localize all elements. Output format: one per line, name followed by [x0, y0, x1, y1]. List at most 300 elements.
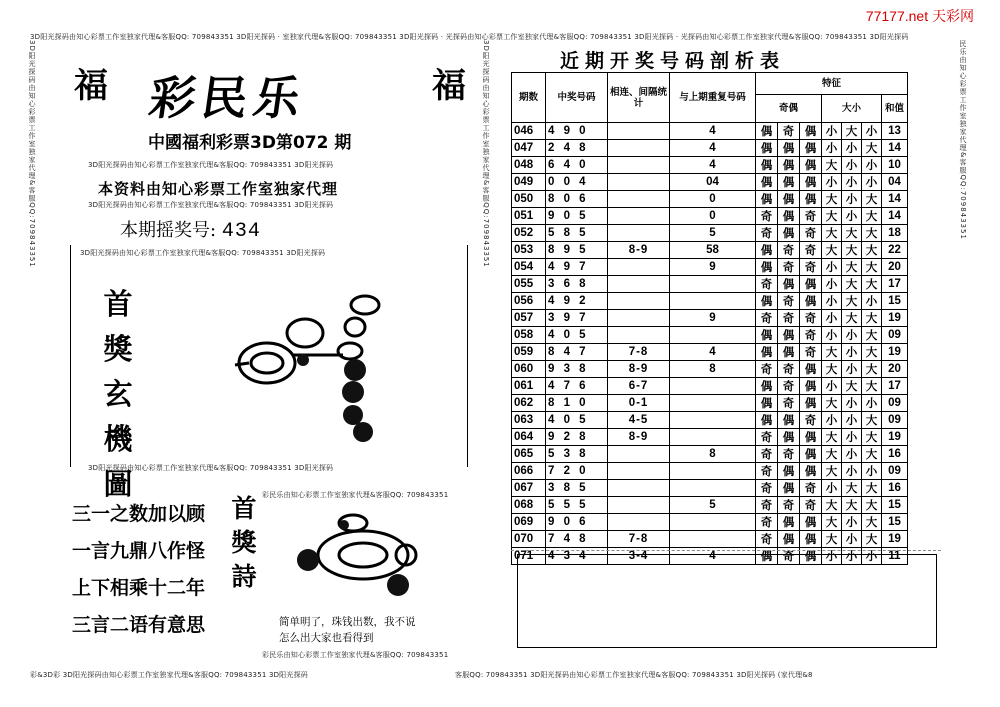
- parity-cell: 奇: [778, 242, 800, 259]
- sum-cell: 14: [882, 140, 908, 157]
- parity-cell: 奇: [778, 293, 800, 310]
- parity-cell: 奇: [800, 480, 822, 497]
- size-cell: 大: [862, 310, 882, 327]
- number-cell: 0 0 4: [546, 174, 608, 191]
- period-cell: 062: [512, 395, 546, 412]
- size-cell: 小: [842, 463, 862, 480]
- size-cell: 小: [822, 293, 842, 310]
- puzzle-bead: [339, 520, 349, 530]
- size-cell: 大: [842, 378, 862, 395]
- xuanji-band-top: 3D阳光探码由知心彩票工作室独家代理&客服QQ: 709843351 3D阳光探码: [80, 249, 326, 257]
- parity-cell: 偶: [778, 140, 800, 157]
- period-cell: 066: [512, 463, 546, 480]
- poem-line: 三一之数加以顾: [72, 503, 206, 525]
- parity-cell: 偶: [756, 378, 778, 395]
- repeat-cell: [670, 463, 756, 480]
- number-cell: 4 7 6: [546, 378, 608, 395]
- sum-cell: 15: [882, 293, 908, 310]
- repeat-cell: [670, 412, 756, 429]
- parity-cell: 偶: [778, 463, 800, 480]
- adjacent-cell: 8-9: [608, 429, 670, 446]
- parity-cell: 奇: [756, 361, 778, 378]
- parity-cell: 偶: [800, 514, 822, 531]
- bottom-banner-left: 彩&3D彩 3D阳光探码由知心彩票工作室独家代理&客服QQ: 709843351 3D阳光探码: [30, 671, 308, 679]
- number-cell: 7 4 8: [546, 531, 608, 548]
- sum-cell: 19: [882, 344, 908, 361]
- period-cell: 048: [512, 157, 546, 174]
- period-cell: 051: [512, 208, 546, 225]
- sum-cell: 13: [882, 123, 908, 140]
- sum-cell: 09: [882, 463, 908, 480]
- adjacent-cell: [608, 259, 670, 276]
- poem-hint: [279, 614, 416, 646]
- size-cell: 小: [842, 157, 862, 174]
- size-cell: 小: [822, 327, 842, 344]
- repeat-cell: [670, 293, 756, 310]
- history-table: [511, 72, 908, 565]
- parity-cell: 偶: [756, 191, 778, 208]
- header-sum: 和值: [882, 95, 908, 123]
- size-cell: 大: [822, 225, 842, 242]
- parity-cell: 奇: [800, 344, 822, 361]
- draw-number: 434: [221, 220, 261, 243]
- size-cell: 大: [822, 191, 842, 208]
- parity-cell: 偶: [778, 225, 800, 242]
- parity-cell: 偶: [800, 446, 822, 463]
- size-cell: 小: [842, 361, 862, 378]
- adjacent-cell: [608, 497, 670, 514]
- xuanji-band-bottom: 3D阳光探码由知心彩票工作室独家代理&客服QQ: 709843351 3D阳光探码: [88, 464, 334, 472]
- number-cell: 9 0 6: [546, 514, 608, 531]
- table-row: [512, 514, 908, 531]
- size-cell: 大: [862, 242, 882, 259]
- size-cell: 大: [822, 531, 842, 548]
- sum-cell: 14: [882, 208, 908, 225]
- size-cell: 大: [862, 514, 882, 531]
- parity-cell: 偶: [778, 412, 800, 429]
- adjacent-cell: [608, 276, 670, 293]
- repeat-cell: 5: [670, 497, 756, 514]
- period-cell: 052: [512, 225, 546, 242]
- number-cell: 5 3 8: [546, 446, 608, 463]
- number-cell: 3 9 7: [546, 310, 608, 327]
- parity-cell: 偶: [778, 514, 800, 531]
- parity-cell: 奇: [778, 310, 800, 327]
- size-cell: 小: [862, 395, 882, 412]
- blank-notes-box: [517, 554, 937, 648]
- top-banner-text: 3D阳光探码由知心彩票工作室独家代理&客服QQ: 709843351 3D阳光探码 · 室独家代理&客服QQ: 709843351 3D阳光探码 · 光探码由知心彩票工作室独家代理&客服QQ: 709843351 3D阳光探码 · 光探码由知心彩票工作室独家代理&客服QQ: 709843351 3D阳光探码: [30, 33, 909, 41]
- table-row: [512, 327, 908, 344]
- parity-cell: 偶: [778, 327, 800, 344]
- number-cell: 6 4 0: [546, 157, 608, 174]
- repeat-cell: 9: [670, 259, 756, 276]
- sum-cell: 10: [882, 157, 908, 174]
- sum-cell: 22: [882, 242, 908, 259]
- period-cell: 049: [512, 174, 546, 191]
- parity-cell: 偶: [756, 140, 778, 157]
- puzzle-ring: [338, 343, 362, 359]
- parity-cell: 偶: [800, 548, 822, 565]
- poem-line: 三言二语有意思: [72, 614, 206, 636]
- parity-cell: 奇: [756, 446, 778, 463]
- adjacent-cell: [608, 446, 670, 463]
- sum-cell: 16: [882, 446, 908, 463]
- sum-cell: 19: [882, 429, 908, 446]
- parity-cell: 奇: [800, 327, 822, 344]
- adjacent-cell: [608, 327, 670, 344]
- size-cell: 小: [842, 174, 862, 191]
- size-cell: 小: [842, 344, 862, 361]
- parity-cell: 偶: [800, 429, 822, 446]
- size-cell: 大: [862, 497, 882, 514]
- parity-cell: 偶: [756, 174, 778, 191]
- size-cell: 大: [842, 242, 862, 259]
- size-cell: 大: [862, 412, 882, 429]
- size-cell: 大: [862, 208, 882, 225]
- number-cell: 4 9 0: [546, 123, 608, 140]
- period-cell: 047: [512, 140, 546, 157]
- size-cell: 小: [842, 208, 862, 225]
- puzzle-bead: [353, 422, 373, 442]
- parity-cell: 偶: [756, 242, 778, 259]
- size-cell: 小: [862, 174, 882, 191]
- sum-cell: 09: [882, 395, 908, 412]
- xuanji-puzzle-drawing: [225, 285, 385, 445]
- puzzle-bead: [343, 405, 363, 425]
- size-cell: 大: [822, 344, 842, 361]
- size-cell: 小: [822, 378, 842, 395]
- adjacent-cell: [608, 293, 670, 310]
- poem-hint-line: 简单明了，珠钱出数，我不说: [279, 616, 416, 628]
- poem-title-char: 首: [231, 494, 257, 523]
- repeat-cell: [670, 531, 756, 548]
- puzzle-ring: [339, 543, 387, 567]
- puzzle-line: [235, 363, 249, 365]
- adjacent-cell: [608, 310, 670, 327]
- table-row: [512, 463, 908, 480]
- parity-cell: 偶: [756, 123, 778, 140]
- number-cell: 4 9 7: [546, 259, 608, 276]
- size-cell: 大: [842, 225, 862, 242]
- parity-cell: 奇: [800, 259, 822, 276]
- size-cell: 小: [822, 412, 842, 429]
- poem-block: [72, 496, 205, 644]
- adjacent-cell: 4-5: [608, 412, 670, 429]
- period-cell: 056: [512, 293, 546, 310]
- parity-cell: 奇: [778, 395, 800, 412]
- header-parity: 奇偶: [756, 95, 822, 123]
- sum-cell: 17: [882, 276, 908, 293]
- adjacent-cell: 0-1: [608, 395, 670, 412]
- parity-cell: 奇: [778, 548, 800, 565]
- period-cell: 060: [512, 361, 546, 378]
- adjacent-cell: [608, 191, 670, 208]
- poem-puzzle-drawing: [288, 505, 428, 605]
- fu-character-left: 福: [74, 66, 108, 106]
- puzzle-ring: [251, 353, 283, 373]
- puzzle-ring: [345, 318, 365, 336]
- parity-cell: 奇: [778, 378, 800, 395]
- parity-cell: 奇: [800, 310, 822, 327]
- size-cell: 小: [862, 157, 882, 174]
- table-row: [512, 378, 908, 395]
- parity-cell: 奇: [800, 225, 822, 242]
- period-cell: 050: [512, 191, 546, 208]
- puzzle-ring: [351, 296, 379, 314]
- size-cell: 大: [842, 259, 862, 276]
- number-cell: 3 6 8: [546, 276, 608, 293]
- parity-cell: 偶: [756, 395, 778, 412]
- size-cell: 小: [842, 548, 862, 565]
- size-cell: 大: [842, 276, 862, 293]
- repeat-cell: 0: [670, 208, 756, 225]
- size-cell: 小: [842, 191, 862, 208]
- adjacent-cell: [608, 123, 670, 140]
- sum-cell: 16: [882, 480, 908, 497]
- period-cell: 069: [512, 514, 546, 531]
- repeat-cell: [670, 429, 756, 446]
- parity-cell: 奇: [778, 497, 800, 514]
- parity-cell: 偶: [756, 548, 778, 565]
- size-cell: 小: [842, 140, 862, 157]
- repeat-cell: 0: [670, 191, 756, 208]
- table-row: [512, 259, 908, 276]
- repeat-cell: [670, 327, 756, 344]
- size-cell: 小: [842, 446, 862, 463]
- repeat-cell: [670, 480, 756, 497]
- number-cell: 4 3 4: [546, 548, 608, 565]
- poem-title-char: 詩: [231, 562, 257, 591]
- parity-cell: 奇: [756, 531, 778, 548]
- table-row: [512, 412, 908, 429]
- parity-cell: 偶: [800, 378, 822, 395]
- parity-cell: 奇: [756, 463, 778, 480]
- size-cell: 大: [862, 531, 882, 548]
- number-cell: 8 4 7: [546, 344, 608, 361]
- repeat-cell: [670, 395, 756, 412]
- parity-cell: 奇: [778, 259, 800, 276]
- parity-cell: 奇: [756, 514, 778, 531]
- parity-cell: 偶: [756, 344, 778, 361]
- parity-cell: 偶: [778, 480, 800, 497]
- parity-cell: 奇: [778, 361, 800, 378]
- header-feature: 特征: [756, 73, 908, 95]
- parity-cell: 偶: [778, 157, 800, 174]
- size-cell: 小: [842, 429, 862, 446]
- size-cell: 大: [842, 497, 862, 514]
- sum-cell: 19: [882, 531, 908, 548]
- number-cell: 4 0 5: [546, 412, 608, 429]
- header-number: 中奖号码: [546, 73, 608, 123]
- parity-cell: 偶: [756, 259, 778, 276]
- parity-cell: 偶: [800, 191, 822, 208]
- sum-cell: 17: [882, 378, 908, 395]
- puzzle-bead: [342, 381, 364, 403]
- size-cell: 大: [822, 497, 842, 514]
- adjacent-cell: 7-8: [608, 344, 670, 361]
- size-cell: 大: [822, 361, 842, 378]
- size-cell: 小: [862, 293, 882, 310]
- parity-cell: 偶: [800, 140, 822, 157]
- table-row: [512, 395, 908, 412]
- xuanji-char: 機: [103, 422, 133, 456]
- adjacent-cell: [608, 225, 670, 242]
- parity-cell: 奇: [756, 208, 778, 225]
- xuanji-char: 獎: [103, 332, 133, 366]
- size-cell: 小: [822, 310, 842, 327]
- size-cell: 大: [842, 123, 862, 140]
- size-cell: 大: [842, 480, 862, 497]
- size-cell: 大: [842, 293, 862, 310]
- period-cell: 059: [512, 344, 546, 361]
- sum-cell: 09: [882, 412, 908, 429]
- parity-cell: 偶: [778, 344, 800, 361]
- parity-cell: 偶: [778, 531, 800, 548]
- size-cell: 小: [862, 548, 882, 565]
- period-cell: 054: [512, 259, 546, 276]
- table-row: [512, 191, 908, 208]
- adjacent-cell: [608, 480, 670, 497]
- parity-cell: 偶: [800, 361, 822, 378]
- number-cell: 5 5 5: [546, 497, 608, 514]
- size-cell: 大: [862, 191, 882, 208]
- repeat-cell: 04: [670, 174, 756, 191]
- parity-cell: 偶: [756, 293, 778, 310]
- period-cell: 046: [512, 123, 546, 140]
- middle-side-text: 3D阳光探码由知心彩票工作室独家代理&客服QQ:709843351: [482, 40, 490, 268]
- header-repeat: 与上期重复号码: [670, 73, 756, 123]
- parity-cell: 偶: [800, 395, 822, 412]
- issue-title: 中國福利彩票3D第072 期: [148, 133, 352, 153]
- number-cell: 8 9 5: [546, 242, 608, 259]
- parity-cell: 奇: [756, 429, 778, 446]
- fu-character-right: 福: [432, 66, 466, 106]
- brand-title: 彩民乐: [145, 71, 310, 125]
- parity-cell: 偶: [778, 429, 800, 446]
- parity-cell: 偶: [778, 191, 800, 208]
- period-cell: 064: [512, 429, 546, 446]
- header-size: 大小: [822, 95, 882, 123]
- repeat-cell: 5: [670, 225, 756, 242]
- size-cell: 大: [862, 327, 882, 344]
- adjacent-cell: 6-7: [608, 378, 670, 395]
- number-cell: 2 4 8: [546, 140, 608, 157]
- parity-cell: 偶: [778, 208, 800, 225]
- table-row: [512, 531, 908, 548]
- repeat-cell: 8: [670, 361, 756, 378]
- xuanji-char: 首: [103, 287, 133, 321]
- size-cell: 小: [822, 123, 842, 140]
- size-cell: 小: [842, 531, 862, 548]
- size-cell: 小: [822, 174, 842, 191]
- repeat-cell: [670, 514, 756, 531]
- size-cell: 小: [842, 327, 862, 344]
- size-cell: 大: [862, 140, 882, 157]
- parity-cell: 偶: [756, 327, 778, 344]
- size-cell: 大: [842, 310, 862, 327]
- sum-cell: 20: [882, 361, 908, 378]
- parity-cell: 偶: [800, 276, 822, 293]
- table-row: [512, 225, 908, 242]
- site-watermark[interactable]: 77177.net 天彩网: [865, 8, 974, 24]
- parity-cell: 偶: [800, 174, 822, 191]
- size-cell: 大: [822, 463, 842, 480]
- table-title: 近期开奖号码剖析表: [560, 50, 786, 72]
- table-row: [512, 174, 908, 191]
- left-side-text: 3D阳光探码由知心彩票工作室独家代理&客服QQ:709843351: [28, 40, 36, 268]
- table-row: [512, 446, 908, 463]
- period-cell: 057: [512, 310, 546, 327]
- parity-cell: 奇: [800, 242, 822, 259]
- size-cell: 大: [862, 378, 882, 395]
- table-row: [512, 361, 908, 378]
- sum-cell: 15: [882, 497, 908, 514]
- period-cell: 065: [512, 446, 546, 463]
- size-cell: 小: [822, 140, 842, 157]
- repeat-cell: 58: [670, 242, 756, 259]
- adjacent-cell: 3-4: [608, 548, 670, 565]
- parity-cell: 偶: [756, 157, 778, 174]
- puzzle-bead: [297, 354, 309, 366]
- poem-band-top: 彩民乐由知心彩票工作室独家代理&客服QQ: 709843351: [262, 491, 449, 499]
- sum-cell: 15: [882, 514, 908, 531]
- sum-cell: 09: [882, 327, 908, 344]
- sum-cell: 14: [882, 191, 908, 208]
- header-band-bottom: 3D阳光探码由知心彩票工作室独家代理&客服QQ: 709843351 3D阳光探码: [88, 201, 334, 209]
- size-cell: 大: [822, 429, 842, 446]
- poem-band-bottom: 彩民乐由知心彩票工作室独家代理&客服QQ: 709843351: [262, 651, 449, 659]
- size-cell: 大: [862, 429, 882, 446]
- number-cell: 9 3 8: [546, 361, 608, 378]
- repeat-cell: 4: [670, 123, 756, 140]
- poem-title-char: 獎: [231, 528, 257, 557]
- parity-cell: 奇: [800, 497, 822, 514]
- size-cell: 小: [842, 514, 862, 531]
- sum-cell: 04: [882, 174, 908, 191]
- size-cell: 大: [862, 361, 882, 378]
- repeat-cell: 4: [670, 548, 756, 565]
- adjacent-cell: 7-8: [608, 531, 670, 548]
- adjacent-cell: [608, 463, 670, 480]
- header-adjacent: 相连、间隔统计: [608, 73, 670, 123]
- puzzle-bead: [344, 359, 366, 381]
- number-cell: 4 9 2: [546, 293, 608, 310]
- parity-cell: 奇: [756, 276, 778, 293]
- table-row: [512, 140, 908, 157]
- history-table-body: [512, 123, 908, 565]
- period-cell: 053: [512, 242, 546, 259]
- sum-cell: 19: [882, 310, 908, 327]
- adjacent-cell: 8-9: [608, 361, 670, 378]
- repeat-cell: 4: [670, 140, 756, 157]
- xuanji-title: [98, 282, 138, 507]
- adjacent-cell: 8-9: [608, 242, 670, 259]
- size-cell: 大: [862, 446, 882, 463]
- number-cell: 3 8 5: [546, 480, 608, 497]
- size-cell: 大: [822, 157, 842, 174]
- table-row: [512, 242, 908, 259]
- sum-cell: 18: [882, 225, 908, 242]
- parity-cell: 偶: [800, 463, 822, 480]
- size-cell: 大: [822, 208, 842, 225]
- parity-cell: 偶: [778, 276, 800, 293]
- table-row: [512, 208, 908, 225]
- poem-title: [227, 492, 261, 594]
- size-cell: 小: [822, 276, 842, 293]
- repeat-cell: [670, 276, 756, 293]
- repeat-cell: 4: [670, 157, 756, 174]
- parity-cell: 偶: [800, 531, 822, 548]
